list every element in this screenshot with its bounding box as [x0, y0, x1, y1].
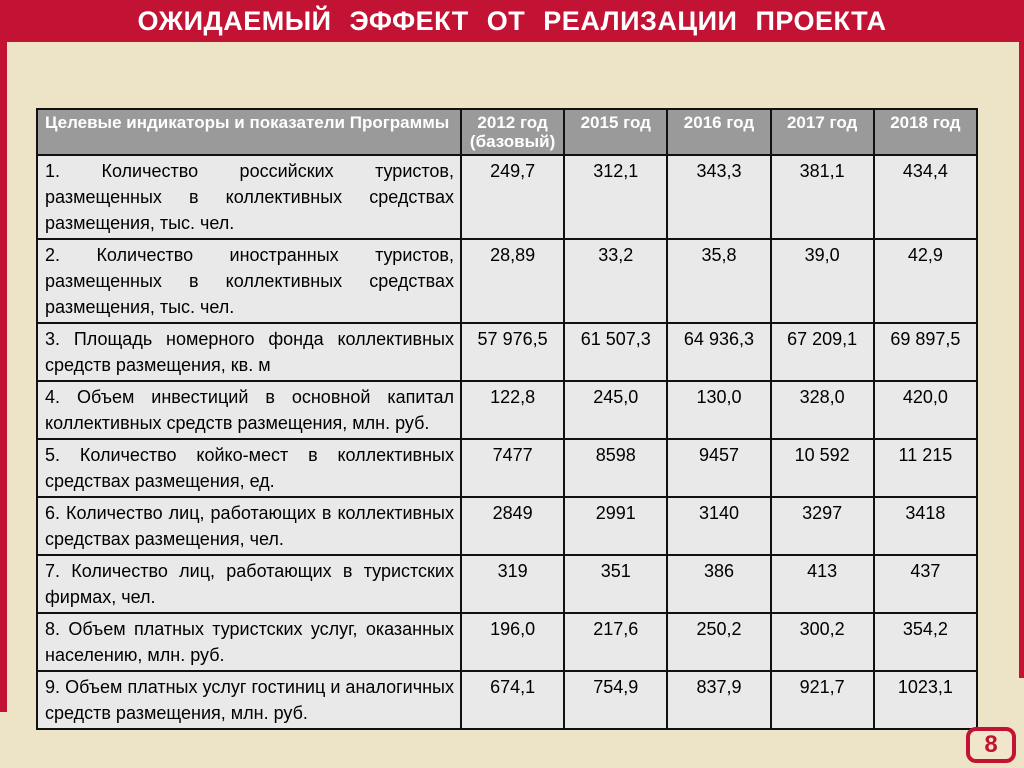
indicator-value: 3418 [874, 497, 977, 555]
indicator-value: 386 [667, 555, 770, 613]
left-edge-decoration [0, 0, 7, 712]
indicator-value: 122,8 [461, 381, 564, 439]
indicator-value: 1023,1 [874, 671, 977, 729]
indicator-value: 217,6 [564, 613, 667, 671]
indicator-value: 9457 [667, 439, 770, 497]
indicator-value: 69 897,5 [874, 323, 977, 381]
indicator-value: 67 209,1 [771, 323, 874, 381]
indicator-value: 57 976,5 [461, 323, 564, 381]
indicator-value: 61 507,3 [564, 323, 667, 381]
table-row [37, 239, 977, 323]
indicator-value: 312,1 [564, 155, 667, 239]
indicator-value: 2849 [461, 497, 564, 555]
indicator-value: 33,2 [564, 239, 667, 323]
header-year-col-1: 2015 год [564, 109, 667, 155]
page-number: 8 [984, 731, 998, 758]
indicator-value: 250,2 [667, 613, 770, 671]
indicator-label: 3. Площадь номерного фонда коллективных средств размещения, кв. м [37, 323, 461, 381]
indicator-value: 7477 [461, 439, 564, 497]
slide-title: ОЖИДАЕМЫЙ ЭФФЕКТ ОТ РЕАЛИЗАЦИИ ПРОЕКТА [137, 6, 887, 36]
indicator-value: 3297 [771, 497, 874, 555]
indicator-label: 7. Количество лиц, работающих в туристских фирмах, чел. [37, 555, 461, 613]
right-edge-decoration [1019, 0, 1024, 678]
header-year-col-2: 2016 год [667, 109, 770, 155]
header-year-col-4: 2018 год [874, 109, 977, 155]
indicator-value: 28,89 [461, 239, 564, 323]
indicator-value: 837,9 [667, 671, 770, 729]
indicator-value: 196,0 [461, 613, 564, 671]
indicator-label: 2. Количество иностранных туристов, размещенных в коллективных средствах размещения, тыс. чел. [37, 239, 461, 323]
indicator-value: 351 [564, 555, 667, 613]
indicator-value: 381,1 [771, 155, 874, 239]
indicator-value: 921,7 [771, 671, 874, 729]
indicator-value: 35,8 [667, 239, 770, 323]
indicator-label: 5. Количество койко-мест в коллективных средствах размещения, ед. [37, 439, 461, 497]
indicator-value: 10 592 [771, 439, 874, 497]
table-row [37, 323, 977, 381]
table-body [37, 155, 977, 729]
table-row [37, 497, 977, 555]
indicator-value: 434,4 [874, 155, 977, 239]
table-row [37, 671, 977, 729]
indicator-label: 1. Количество российских туристов, размещенных в коллективных средствах размещения, тыс. чел. [37, 155, 461, 239]
indicator-value: 674,1 [461, 671, 564, 729]
table-row [37, 555, 977, 613]
header-year-col-0: 2012 год (базовый) [461, 109, 564, 155]
table-row [37, 381, 977, 439]
indicator-label: 6. Количество лиц, работающих в коллективных средствах размещения, чел. [37, 497, 461, 555]
indicator-value: 3140 [667, 497, 770, 555]
indicator-value: 2991 [564, 497, 667, 555]
indicator-value: 11 215 [874, 439, 977, 497]
table-row [37, 613, 977, 671]
indicator-label: 9. Объем платных услуг гостиниц и аналогичных средств размещения, млн. руб. [37, 671, 461, 729]
header-indicators-label: Целевые индикаторы и показатели Программы [37, 109, 461, 155]
indicator-value: 42,9 [874, 239, 977, 323]
indicator-value: 8598 [564, 439, 667, 497]
indicator-label: 4. Объем инвестиций в основной капитал коллективных средств размещения, млн. руб. [37, 381, 461, 439]
indicator-value: 319 [461, 555, 564, 613]
indicators-table [36, 108, 978, 730]
page-number-badge [966, 727, 1016, 763]
title-banner [0, 0, 1024, 42]
indicator-value: 413 [771, 555, 874, 613]
indicator-value: 64 936,3 [667, 323, 770, 381]
indicator-value: 354,2 [874, 613, 977, 671]
indicator-value: 130,0 [667, 381, 770, 439]
indicator-value: 300,2 [771, 613, 874, 671]
table-row [37, 155, 977, 239]
indicator-value: 245,0 [564, 381, 667, 439]
indicator-value: 754,9 [564, 671, 667, 729]
table-header-row [37, 109, 977, 155]
indicator-value: 420,0 [874, 381, 977, 439]
indicator-label: 8. Объем платных туристских услуг, оказанных населению, млн. руб. [37, 613, 461, 671]
indicator-value: 39,0 [771, 239, 874, 323]
indicator-value: 249,7 [461, 155, 564, 239]
indicator-value: 343,3 [667, 155, 770, 239]
indicator-value: 437 [874, 555, 977, 613]
indicator-value: 328,0 [771, 381, 874, 439]
table-row [37, 439, 977, 497]
header-year-col-3: 2017 год [771, 109, 874, 155]
